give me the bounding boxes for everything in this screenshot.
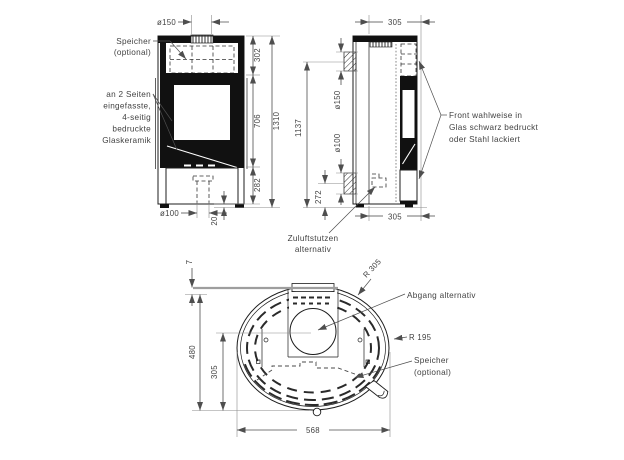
- dim-front-upper-section: 302: [253, 48, 262, 62]
- dim-side-air-diameter: ø100: [333, 133, 342, 153]
- top-speicher-outline: [257, 362, 363, 380]
- front-left-column: [160, 36, 166, 168]
- dim-top-depth: 480: [188, 345, 197, 359]
- dim-front-total-height: 1310: [272, 111, 281, 131]
- dim-top-gap: 7: [185, 259, 194, 265]
- front-shelf-band: [166, 73, 238, 80]
- dim-top-radius-outer: R 305: [361, 257, 384, 280]
- label-front-glass-line4: bedruckte: [112, 124, 151, 134]
- front-band-slot: [196, 165, 203, 167]
- dim-side-flue-center-height: 1137: [294, 119, 303, 137]
- top-bottom-knob: [313, 408, 321, 416]
- dim-side-flue-diameter: ø150: [333, 90, 342, 110]
- side-top-band: [353, 36, 417, 42]
- label-front-glass-line2: eingefasste,: [103, 101, 151, 111]
- dim-top-width: 568: [306, 426, 320, 435]
- front-speicher-compartment: [170, 46, 234, 73]
- dim-side-depth-upper: 305: [388, 18, 402, 27]
- front-left-foot: [160, 204, 169, 208]
- dim-side-depth-lower: 305: [388, 212, 402, 222]
- front-air-pipe-hidden: [193, 176, 213, 204]
- side-front-foot: [405, 204, 413, 208]
- front-glass-window: [174, 85, 230, 140]
- dim-front-floor-gap: 20: [210, 216, 219, 226]
- side-air-stub: [344, 173, 356, 194]
- dim-front-flue-diameter: ø150: [157, 18, 176, 27]
- label-zuluft-line2: alternativ: [294, 245, 332, 254]
- side-air-pipe-hidden: [372, 174, 386, 187]
- label-front-speicher-line1: Speicher: [116, 37, 151, 46]
- front-view: [102, 15, 281, 226]
- label-front-finish-line3: oder Stahl lackiert: [449, 135, 521, 144]
- label-top-speicher-line2: (optional): [414, 368, 452, 377]
- side-flue-collar: [370, 42, 392, 47]
- label-front-glass-line3: 4-seitig: [122, 113, 151, 122]
- label-front-finish-line2: Glas schwarz bedruckt: [449, 123, 539, 132]
- dim-top-flue-center-offset: 305: [210, 365, 219, 379]
- front-right-column: [238, 36, 244, 168]
- label-front-speicher-line2: (optional): [113, 48, 151, 57]
- front-flue-collar: [191, 35, 213, 43]
- label-top-speicher-line1: Speicher: [414, 356, 449, 365]
- front-band-slot: [208, 165, 215, 167]
- dim-front-firebox-section: 706: [253, 114, 262, 128]
- dim-top-radius-side: R 195: [409, 333, 432, 342]
- top-annotations: [318, 291, 476, 378]
- dim-front-air-inlet-diameter: ø100: [160, 209, 179, 218]
- side-flue-stub: [344, 52, 356, 71]
- front-plinth: [166, 168, 238, 204]
- dim-side-air-center-height: 272: [314, 190, 323, 204]
- side-view: [288, 15, 539, 254]
- label-zuluft-line1: Zuluftstutzen: [287, 234, 339, 243]
- dim-front-base-section: 282: [253, 178, 262, 192]
- label-front-glass-line5: Glaskeramik: [102, 136, 151, 145]
- front-band-slot: [184, 165, 191, 167]
- label-front-glass-line1: an 2 Seiten: [106, 90, 151, 99]
- top-view: [185, 257, 476, 437]
- side-front-sections: [400, 44, 417, 204]
- label-abgang: Abgang alternativ: [407, 291, 476, 300]
- label-front-finish-line1: Front wahlweise in: [449, 111, 523, 120]
- top-flue-box: [288, 284, 338, 358]
